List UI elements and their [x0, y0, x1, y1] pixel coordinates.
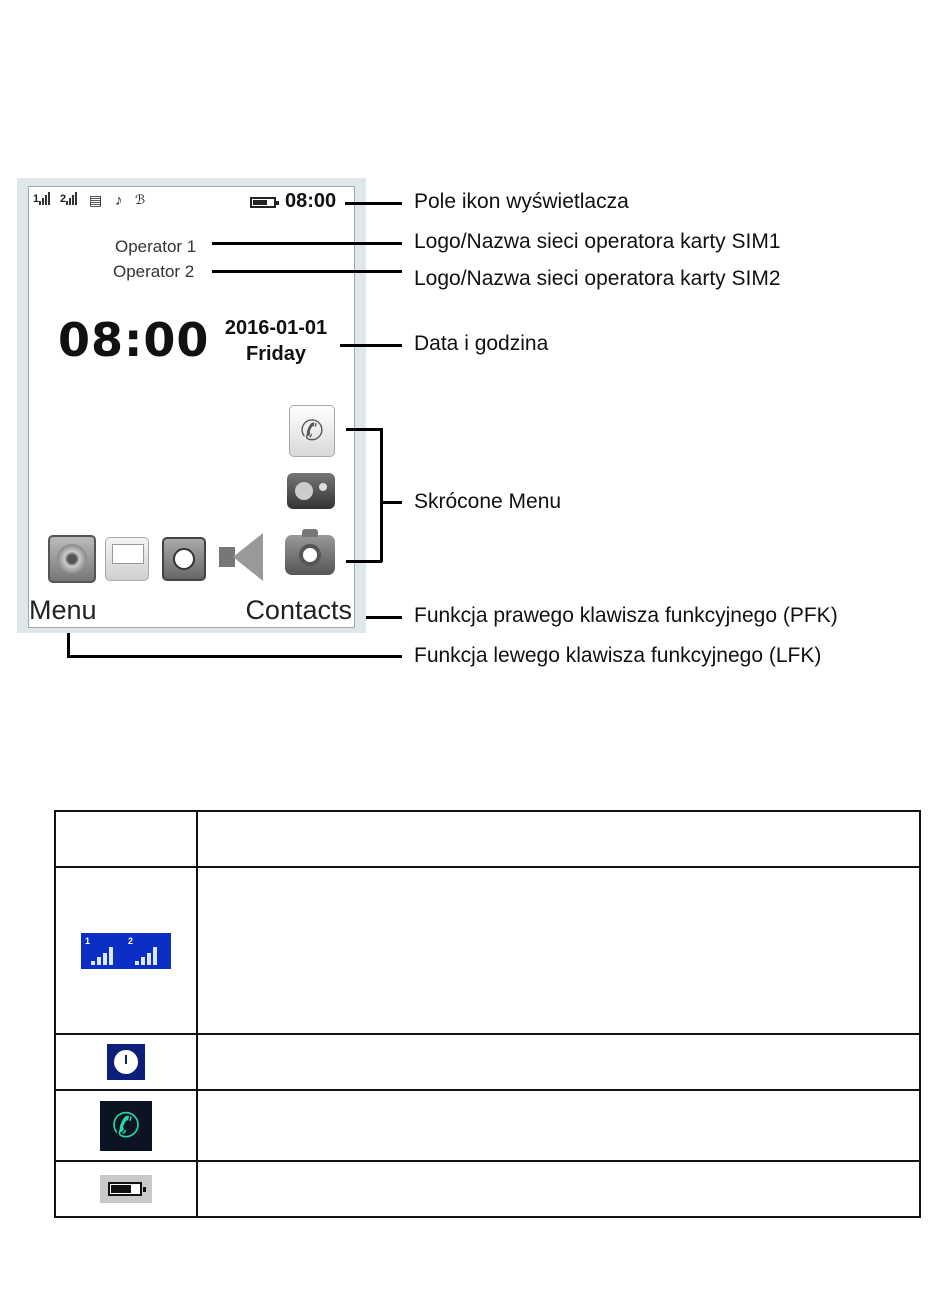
- call-icon: ✆: [100, 1101, 152, 1151]
- table-icon-cell: [55, 1034, 197, 1090]
- bluetooth-icon: ℬ: [135, 192, 146, 207]
- left-softkey[interactable]: Menu: [29, 595, 97, 625]
- callout-bracket-bottom: [346, 560, 382, 563]
- callout-bracket-vertical: [380, 428, 383, 562]
- table-description-cell: [197, 1161, 920, 1217]
- alarm-clock-icon[interactable]: [162, 537, 206, 581]
- callout-line-datetime: [340, 344, 402, 347]
- callout-right-key: Funkcja prawego klawisza funkcyjnego (PFK): [414, 604, 838, 627]
- table-icon-cell: [55, 1161, 197, 1217]
- table-description-cell: [197, 1034, 920, 1090]
- home-clock: 08:00: [58, 313, 210, 367]
- speaker-icon[interactable]: [48, 535, 96, 583]
- callout-line-status: [345, 202, 402, 205]
- callout-sim2-operator: Logo/Nazwa sieci operatora karty SIM2: [414, 267, 781, 290]
- battery-icon: [100, 1175, 152, 1203]
- table-row: [55, 1034, 920, 1090]
- home-day: Friday: [245, 343, 307, 365]
- callout-left-key: Funkcja lewego klawisza funkcyjnego (LFK): [414, 644, 822, 667]
- callout-bracket-top: [346, 428, 382, 431]
- table-header-row: [55, 811, 920, 867]
- callout-line-sim2: [212, 270, 402, 273]
- callout-status-field: Pole ikon wyświetlacza: [414, 190, 629, 213]
- status-time: 08:00: [285, 190, 337, 212]
- callout-line-left-key: [67, 655, 402, 658]
- table-icon-cell: [55, 1090, 197, 1161]
- phonebook-icon[interactable]: ✆: [289, 405, 335, 457]
- status-bar: [29, 187, 354, 217]
- signal-sim1-icon: 1: [33, 192, 51, 205]
- radio-icon[interactable]: [287, 473, 335, 509]
- table-row: [55, 867, 920, 1034]
- message-icon[interactable]: [105, 537, 149, 581]
- home-date: 2016-01-01: [224, 317, 328, 339]
- camera-icon[interactable]: [285, 535, 335, 575]
- sd-card-icon: ▤: [89, 192, 103, 208]
- table-icon-cell: [55, 867, 197, 1034]
- callout-line-shortcuts: [380, 501, 402, 504]
- right-softkey[interactable]: Contacts: [245, 595, 352, 625]
- callout-shortcut-menu: Skrócone Menu: [414, 490, 562, 513]
- icon-table: [54, 810, 921, 1218]
- signal-sim2-icon: 2: [60, 192, 78, 205]
- callout-line-sim1: [212, 242, 402, 245]
- callout-line-left-key-vertical: [67, 633, 70, 657]
- horn-icon[interactable]: [219, 533, 265, 581]
- operator1-name: Operator 1: [115, 237, 197, 256]
- callout-date-time: Data i godzina: [414, 332, 549, 355]
- table-description-cell: [197, 867, 920, 1034]
- clock-icon: [107, 1044, 145, 1080]
- callout-line-right-key: [366, 616, 402, 619]
- dual-signal-icon: 1 2: [81, 933, 171, 969]
- table-row: [55, 1090, 920, 1161]
- table-description-cell: [197, 1090, 920, 1161]
- table-header-description-cell: [197, 811, 920, 867]
- phone-screen: [28, 186, 355, 628]
- operator2-name: Operator 2: [113, 262, 195, 281]
- callout-sim1-operator: Logo/Nazwa sieci operatora karty SIM1: [414, 230, 781, 253]
- table-header-icon-cell: [55, 811, 197, 867]
- music-note-icon: ♪: [115, 192, 123, 209]
- battery-icon: [250, 197, 276, 208]
- table-row: [55, 1161, 920, 1217]
